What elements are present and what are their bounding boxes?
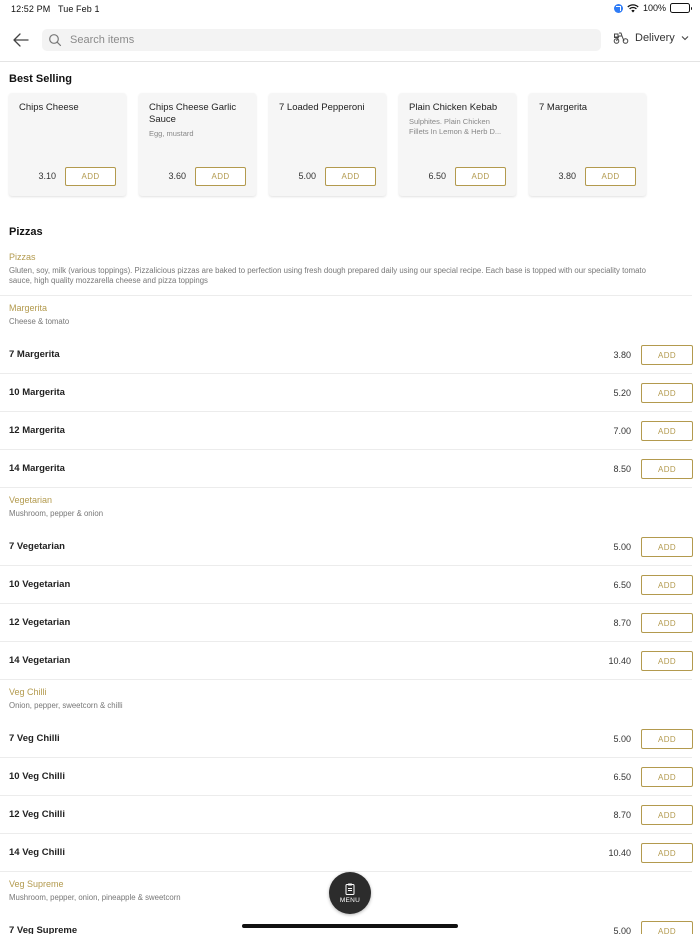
divider [0,565,692,566]
wifi-icon [627,4,639,13]
add-button[interactable]: ADD [641,805,693,825]
category-header [9,303,669,327]
item-name: 7 Veg Supreme [9,925,78,934]
card-item-desc: Sulphites. Plain Chicken Fillets In Lemon & Herb D... [409,117,502,136]
category-name: Pizzas [9,252,36,262]
item-name: 10 Margerita [9,387,65,398]
card-item-price: 3.80 [558,171,576,181]
add-button[interactable]: ADD [641,613,693,633]
divider [0,373,692,374]
category-name: Veg Chilli [9,687,47,697]
menu-item-row[interactable] [0,337,700,375]
add-button[interactable]: ADD [455,167,506,186]
item-price: 5.00 [613,734,631,744]
add-button[interactable]: ADD [641,575,693,595]
item-name: 7 Veg Chilli [9,733,60,744]
divider [0,295,692,296]
add-button[interactable]: ADD [641,421,693,441]
delivery-selector[interactable] [613,31,689,44]
battery-percent: 100% [642,3,666,13]
menu-item-row[interactable] [0,529,700,567]
add-button[interactable]: ADD [641,767,693,787]
item-price: 8.70 [613,618,631,628]
category-desc: Cheese & tomato [9,317,70,326]
item-name: 14 Margerita [9,463,65,474]
menu-item-row[interactable] [0,643,700,681]
category-name: Veg Supreme [9,879,64,889]
category-desc: Mushroom, pepper & onion [9,509,104,518]
divider [0,757,692,758]
search-bar[interactable] [42,29,601,51]
item-name: 7 Margerita [9,349,60,360]
best-selling-card[interactable] [529,93,646,196]
best-selling-card[interactable] [9,93,126,196]
card-item-name: Chips Cheese [19,102,79,113]
best-selling-card[interactable] [269,93,386,196]
add-button[interactable]: ADD [641,345,693,365]
menu-item-row[interactable] [0,451,700,489]
item-name: 12 Margerita [9,425,65,436]
menu-button-label: MENU [339,896,361,904]
card-item-desc: Egg, mustard [149,129,194,138]
add-button[interactable]: ADD [641,383,693,403]
item-price: 5.00 [613,542,631,552]
category-name: Vegetarian [9,495,53,505]
item-price: 6.50 [613,580,631,590]
add-button[interactable]: ADD [641,729,693,749]
item-price: 6.50 [613,772,631,782]
back-button[interactable] [10,30,32,50]
card-item-name: Chips Cheese Garlic Sauce [149,102,237,125]
divider [0,487,692,488]
category-desc: Gluten, soy, milk (various toppings). Pizzalicious pizzas are baked to perfection using fresh dough prepared daily using our special recipe. Each base is topped with our speciality tomato sauce, high quality mozzarella cheese and pizza toppings [9,266,646,285]
add-button[interactable]: ADD [325,167,376,186]
battery-icon [670,3,690,13]
add-button[interactable]: ADD [641,537,693,557]
divider [0,449,692,450]
item-price: 3.80 [613,350,631,360]
item-price: 7.00 [613,426,631,436]
item-name: 12 Vegetarian [9,617,71,628]
menu-item-row[interactable] [0,375,700,413]
category-name: Margerita [9,303,48,313]
item-price: 10.40 [608,656,631,666]
scooter-icon [613,31,629,44]
add-button[interactable]: ADD [65,167,116,186]
status-time-date [11,4,100,14]
location-icon [614,4,623,13]
item-price: 8.50 [613,464,631,474]
search-input[interactable] [70,34,570,46]
divider [0,411,692,412]
item-price: 8.70 [613,810,631,820]
category-desc: Mushroom, pepper, onion, pineapple & sweetcorn [9,893,181,902]
category-header [9,252,669,286]
menu-item-row[interactable] [0,721,700,759]
card-item-name: 7 Margerita [539,102,588,113]
add-button[interactable]: ADD [641,651,693,671]
add-button[interactable]: ADD [641,459,693,479]
item-price: 10.40 [608,848,631,858]
divider [0,679,692,680]
status-indicators [614,3,690,13]
item-price: 5.20 [613,388,631,398]
status-time: 12:52 PM [11,4,51,14]
add-button[interactable]: ADD [641,843,693,863]
top-bar [0,22,700,62]
best-selling-title: Best Selling [9,73,72,85]
card-item-price: 3.60 [168,171,186,181]
menu-item-row[interactable] [0,759,700,797]
item-name: 10 Veg Chilli [9,771,65,782]
best-selling-list [9,93,646,196]
divider [0,641,692,642]
add-button[interactable]: ADD [195,167,246,186]
card-item-name: 7 Loaded Pepperoni [279,102,365,113]
best-selling-card[interactable] [399,93,516,196]
item-name: 12 Veg Chilli [9,809,65,820]
menu-item-row[interactable] [0,605,700,643]
menu-item-row[interactable] [0,413,700,451]
best-selling-card[interactable] [139,93,256,196]
card-item-price: 3.10 [38,171,56,181]
chevron-down-icon [681,35,689,41]
category-desc: Onion, pepper, sweetcorn & chilli [9,701,123,710]
menu-button[interactable] [329,872,371,914]
item-name: 14 Vegetarian [9,655,71,666]
category-header [9,687,669,711]
back-arrow-icon [10,30,32,50]
add-button[interactable]: ADD [585,167,636,186]
divider [0,603,692,604]
status-date: Tue Feb 1 [57,4,100,14]
menu-item-row[interactable] [0,797,700,835]
menu-item-row[interactable] [0,835,700,873]
home-indicator[interactable] [242,924,458,928]
item-name: 7 Vegetarian [9,541,65,552]
search-icon [48,33,62,47]
category-header [9,495,669,519]
menu-content [0,64,700,934]
divider [0,795,692,796]
clipboard-icon [345,883,355,895]
item-name: 14 Veg Chilli [9,847,65,858]
delivery-label: Delivery [635,31,675,44]
divider [0,833,692,834]
item-name: 10 Vegetarian [9,579,71,590]
menu-item-row[interactable] [0,567,700,605]
pizzas-title: Pizzas [9,226,43,238]
add-button[interactable]: ADD [641,921,693,934]
item-price: 5.00 [613,926,631,934]
card-item-price: 6.50 [428,171,446,181]
card-item-name: Plain Chicken Kebab [409,102,498,113]
card-item-price: 5.00 [298,171,316,181]
status-bar [0,0,700,18]
